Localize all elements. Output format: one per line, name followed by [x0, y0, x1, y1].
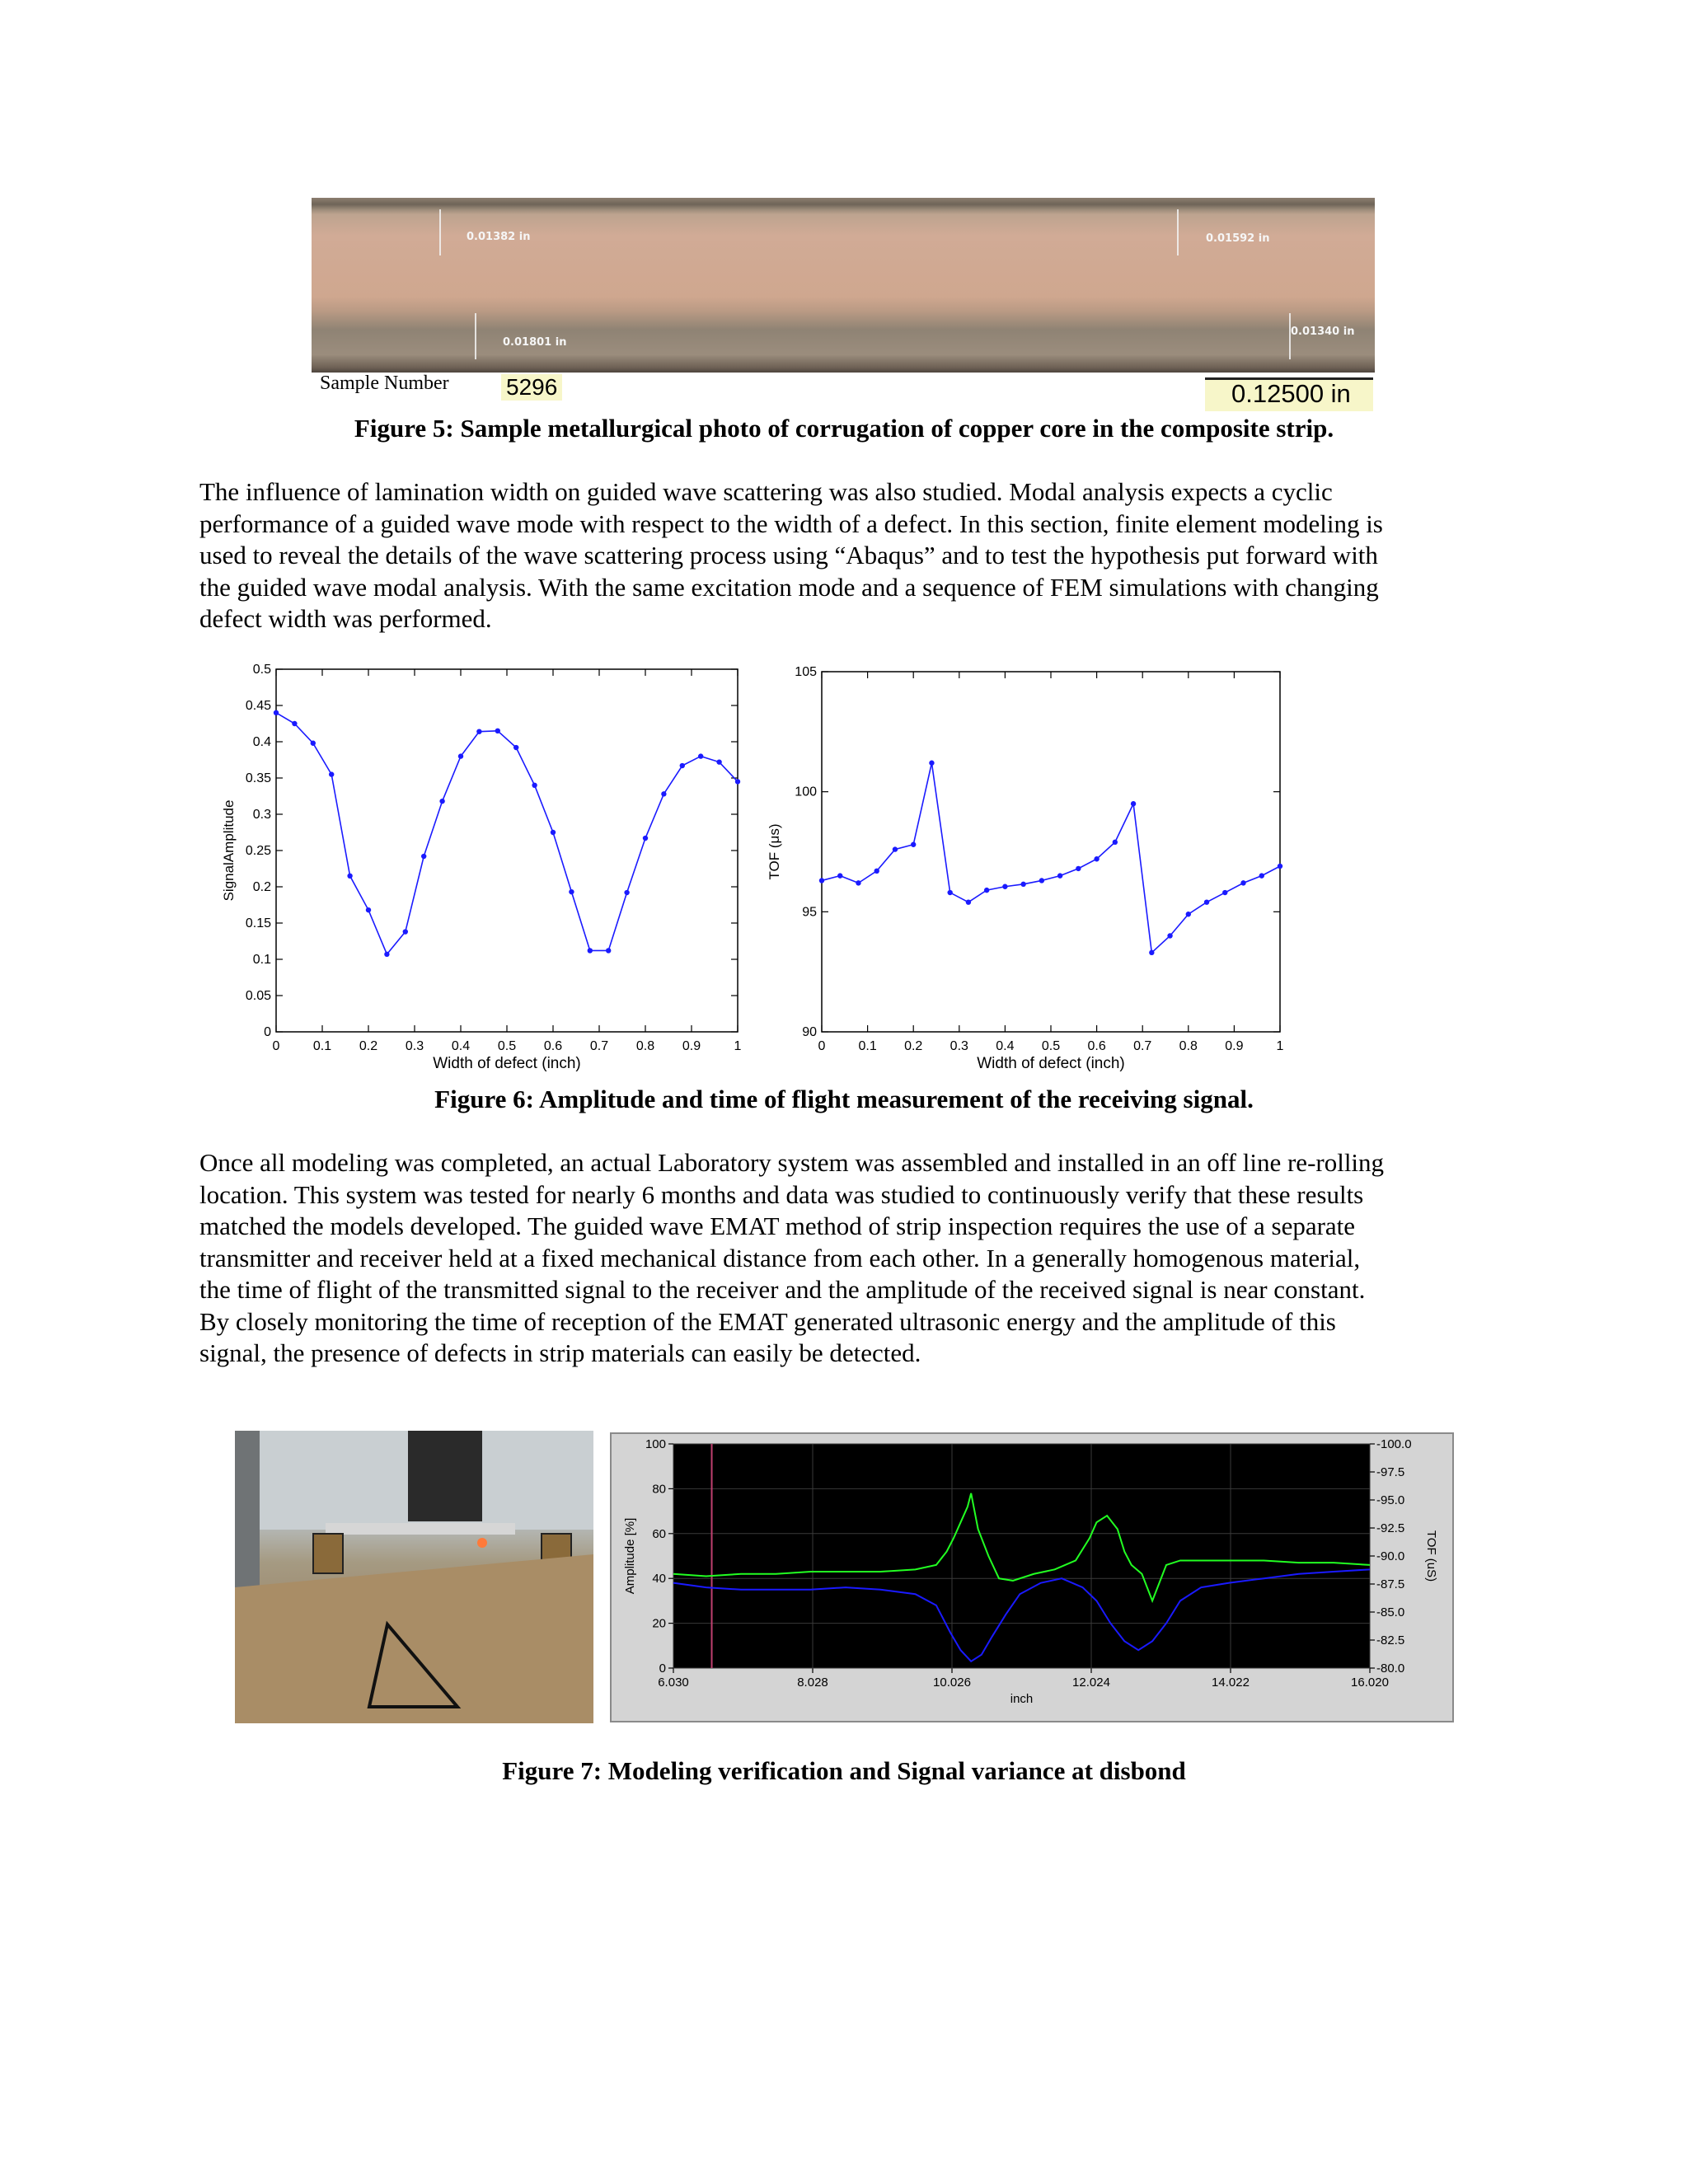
- y-tick-label: 0.35: [245, 771, 271, 785]
- signal-strip-chart: [612, 1434, 1452, 1721]
- paragraph-1: [199, 476, 1493, 635]
- data-point: [929, 761, 934, 766]
- x-tick-label: 0.5: [497, 1039, 517, 1053]
- data-point: [403, 929, 408, 934]
- data-point: [366, 907, 371, 912]
- data-point: [421, 854, 426, 859]
- text-line: By closely monitoring the time of reception of the EMAT generated ultrasonic energy and the amplitude of this: [199, 1306, 1336, 1336]
- data-point: [551, 830, 556, 835]
- y-right-tick-label: -97.5: [1376, 1465, 1405, 1479]
- text-line: Once all modeling was completed, an actual Laboratory system was assembled and installed in an off line re-rolling: [199, 1148, 1385, 1177]
- x-tick-label: 0.9: [682, 1039, 701, 1053]
- data-point: [1131, 801, 1136, 806]
- x-tick-label: 0.1: [858, 1039, 877, 1053]
- measurement-line: [475, 313, 476, 359]
- text-line: signal, the presence of defects in strip materials can easily be detected.: [199, 1338, 921, 1367]
- y-tick-label: 105: [795, 665, 817, 679]
- data-point: [606, 948, 611, 953]
- data-point: [1020, 882, 1025, 887]
- signal-strip-chart-panel: [610, 1432, 1454, 1722]
- lab-setup-illustration: [235, 1431, 593, 1723]
- x-tick-label: 0.6: [543, 1039, 563, 1053]
- data-point: [1002, 884, 1007, 889]
- figure7-caption: Figure 7: Modeling verification and Signal variance at disbond: [502, 1756, 1186, 1785]
- x-axis-label: inch: [1010, 1692, 1034, 1706]
- data-point: [680, 763, 685, 768]
- y-tick-label: 90: [802, 1025, 817, 1039]
- y-tick-label: 80: [652, 1482, 666, 1497]
- data-point: [874, 869, 879, 874]
- y-right-tick-label: -85.0: [1376, 1605, 1405, 1619]
- y-right-tick-label: -82.5: [1376, 1633, 1405, 1647]
- data-point: [532, 783, 537, 788]
- x-tick-label: 0: [272, 1039, 280, 1053]
- sample-number-label: Sample Number: [320, 373, 449, 394]
- x-tick-label: 0.6: [1087, 1039, 1106, 1053]
- data-point: [1094, 856, 1099, 861]
- x-tick-label: 0.5: [1041, 1039, 1061, 1053]
- y-tick-label: 100: [645, 1437, 666, 1451]
- x-tick-label: 6.030: [658, 1675, 689, 1690]
- lab-setup-photo: [235, 1431, 593, 1723]
- text-line: performance of a guided wave mode with respect to the width of a defect. In this section, finite element modeling is: [199, 509, 1383, 538]
- x-tick-label: 0.4: [996, 1039, 1015, 1053]
- y-tick-label: 0.1: [252, 953, 271, 967]
- data-point: [569, 889, 574, 894]
- data-point: [893, 846, 898, 851]
- data-point: [1186, 912, 1191, 916]
- text-line: transmitter and receiver held at a fixed mechanical distance from each other. In a generally homogenous material,: [199, 1243, 1361, 1272]
- y-right-tick-label: -87.5: [1376, 1577, 1405, 1591]
- data-point: [947, 890, 952, 895]
- y-right-tick-label: -92.5: [1376, 1521, 1405, 1535]
- data-point: [911, 842, 916, 847]
- x-tick-label: 0.4: [451, 1039, 471, 1053]
- y-tick-label: 0.2: [252, 880, 271, 894]
- y-tick-label: 0.05: [245, 989, 271, 1003]
- text-line: The influence of lamination width on guided wave scattering was also studied. Modal analysis expects a cyclic: [199, 477, 1333, 506]
- y-tick-label: 40: [652, 1572, 666, 1586]
- y-right-tick-label: -90.0: [1376, 1549, 1405, 1563]
- data-point: [274, 710, 279, 715]
- data-point: [984, 888, 989, 893]
- data-point: [856, 880, 860, 885]
- x-tick-label: 16.020: [1351, 1675, 1389, 1690]
- data-point: [624, 890, 629, 895]
- data-point: [476, 729, 481, 733]
- metallurgical-photo: [312, 198, 1375, 373]
- data-point: [329, 771, 334, 776]
- y-tick-label: 100: [795, 785, 817, 799]
- figure6-caption: Figure 6: Amplitude and time of flight measurement of the receiving signal.: [434, 1085, 1254, 1113]
- measurement-label-4: 0.01340 in: [1291, 326, 1355, 338]
- data-point: [1113, 840, 1118, 845]
- data-point: [311, 741, 316, 746]
- measurement-line: [1177, 209, 1179, 255]
- data-point: [1039, 878, 1044, 883]
- y-tick-label: 0.45: [245, 699, 271, 713]
- y-right-axis-label: TOF (uS): [1424, 1530, 1438, 1582]
- y-tick-label: 0: [659, 1661, 666, 1675]
- measurement-line: [439, 209, 441, 255]
- y-right-tick-label: -100.0: [1376, 1437, 1412, 1451]
- x-tick-label: 14.022: [1212, 1675, 1250, 1690]
- measurement-label-2: 0.01592 in: [1206, 232, 1270, 245]
- x-tick-label: 12.024: [1072, 1675, 1110, 1690]
- data-point: [1076, 866, 1081, 871]
- text-line: defect width was performed.: [199, 604, 492, 633]
- measurement-label-3: 0.01801 in: [503, 336, 567, 349]
- data-point: [716, 759, 721, 764]
- y-tick-label: 0.15: [245, 916, 271, 930]
- x-tick-label: 0.2: [359, 1039, 378, 1053]
- data-point: [1222, 890, 1227, 895]
- x-tick-label: 0.7: [1133, 1039, 1152, 1053]
- data-point: [513, 745, 518, 750]
- data-point: [735, 779, 740, 784]
- data-point: [1240, 880, 1245, 885]
- data-point: [837, 873, 842, 878]
- y-axis-label: Amplitude [%]: [623, 1517, 637, 1595]
- data-point: [495, 729, 500, 733]
- sample-number-value: 5296: [501, 374, 562, 401]
- figure5-caption: Figure 5: Sample metallurgical photo of corrugation of copper core in the composite strip.: [354, 414, 1334, 443]
- y-tick-label: 0.25: [245, 844, 271, 858]
- y-tick-label: 60: [652, 1526, 666, 1541]
- data-point: [698, 753, 703, 758]
- x-tick-label: 10.026: [933, 1675, 971, 1690]
- data-point: [1167, 933, 1172, 938]
- y-right-tick-label: -95.0: [1376, 1493, 1405, 1507]
- data-point: [1259, 873, 1264, 878]
- y-tick-label: 20: [652, 1616, 666, 1631]
- y-tick-label: 0.3: [252, 808, 271, 822]
- y-tick-label: 0.5: [252, 663, 271, 677]
- x-tick-label: 0.8: [635, 1039, 655, 1053]
- x-tick-label: 1: [734, 1039, 742, 1053]
- data-point: [966, 899, 971, 904]
- amplitude-chart: [214, 655, 758, 1084]
- y-tick-label: 95: [802, 905, 817, 920]
- text-line: matched the models developed. The guided wave EMAT method of strip inspection requires the use of a separate: [199, 1212, 1356, 1240]
- y-tick-label: 0.4: [252, 735, 271, 749]
- data-point: [1057, 873, 1062, 878]
- y-axis-label: SignalAmplitude: [221, 799, 237, 902]
- data-point: [292, 721, 297, 726]
- data-point: [347, 874, 352, 879]
- x-tick-label: 8.028: [797, 1675, 828, 1690]
- data-point: [384, 952, 389, 957]
- y-right-tick-label: -80.0: [1376, 1661, 1405, 1675]
- x-tick-label: 0: [818, 1039, 826, 1053]
- tof-chart: [758, 655, 1286, 1084]
- data-point: [1149, 950, 1154, 955]
- plot-area: [822, 672, 1280, 1032]
- text-line: location. This system was tested for nearly 6 months and data was studied to continuously verify that these results: [199, 1179, 1364, 1209]
- text-line: the guided wave modal analysis. With the same excitation mode and a sequence of FEM simulations with changing: [199, 572, 1379, 602]
- x-tick-label: 0.3: [950, 1039, 968, 1053]
- text-line: the time of flight of the transmitted signal to the receiver and the amplitude of the received signal is near constant.: [199, 1275, 1366, 1304]
- x-tick-label: 0.8: [1179, 1039, 1198, 1053]
- data-point: [1278, 864, 1282, 869]
- x-tick-label: 0.1: [312, 1039, 332, 1053]
- text-line: used to reveal the details of the wave scattering process using “Abaqus” and to test the hypothesis put forward with: [199, 541, 1378, 569]
- x-tick-label: 0.7: [589, 1039, 609, 1053]
- measurement-label-1: 0.01382 in: [467, 231, 531, 243]
- data-point: [661, 791, 666, 796]
- x-tick-label: 1: [1276, 1039, 1284, 1053]
- data-point: [588, 948, 593, 953]
- y-tick-label: 0: [264, 1025, 271, 1039]
- scale-bar-value: 0.12500 in: [1231, 379, 1351, 408]
- data-point: [819, 878, 824, 883]
- data-point: [439, 799, 444, 804]
- y-axis-label: TOF (μs): [767, 823, 782, 880]
- x-tick-label: 0.2: [904, 1039, 923, 1053]
- x-tick-label: 0.3: [405, 1039, 424, 1053]
- data-point: [1204, 899, 1209, 904]
- x-axis-label: Width of defect (inch): [433, 1055, 581, 1072]
- data-point: [643, 836, 648, 841]
- x-tick-label: 0.9: [1225, 1039, 1244, 1053]
- paragraph-2: [199, 1147, 1493, 1370]
- plot-area: [673, 1444, 1370, 1668]
- data-point: [458, 753, 463, 758]
- x-axis-label: Width of defect (inch): [977, 1055, 1125, 1072]
